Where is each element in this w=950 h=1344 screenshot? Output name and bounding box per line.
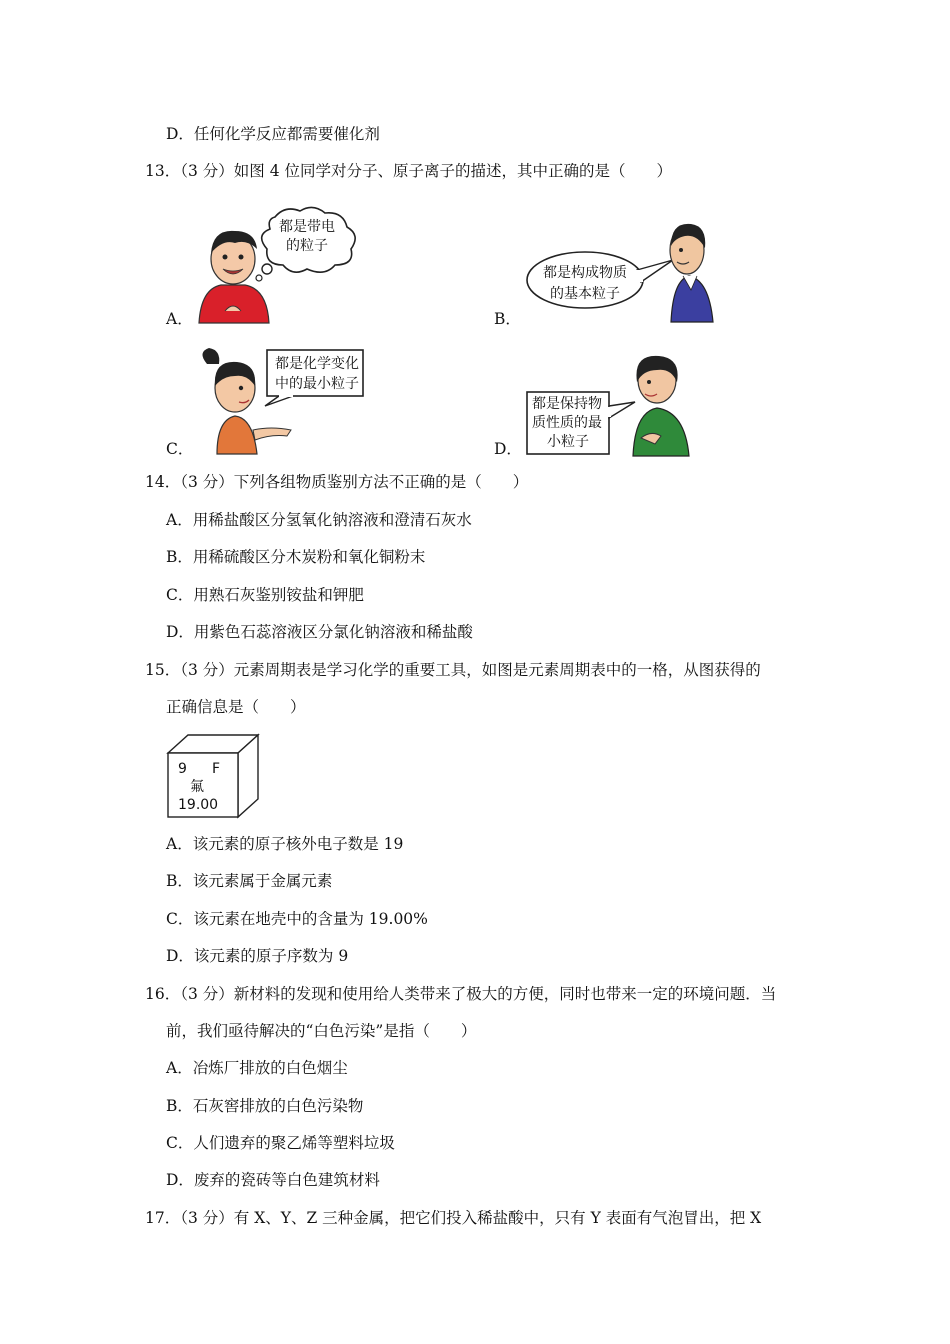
q15-element-symbol: F [212,761,221,777]
q16-option-a: A．冶炼厂排放的白色烟尘 [166,1059,348,1077]
q14-option-b: B．用稀硫酸区分木炭粉和氧化铜粉末 [166,548,426,566]
q15-option-b: B．该元素属于金属元素 [166,872,333,890]
q13-illustration-a [195,205,365,325]
q15-stem-line1: 15．（3 分）元素周期表是学习化学的重要工具，如图是元素周期表中的一格，从图获得的 [145,661,761,679]
q16-option-d: D．废弃的瓷砖等白色建筑材料 [166,1171,380,1189]
q13-a-speech-line1: 都是带电 [279,219,335,235]
q14-option-c: C．用熟石灰鉴别铵盐和钾肥 [166,586,364,604]
q13-label-a: A． [166,310,193,328]
q13-illustration-c [195,346,370,456]
q15-option-d: D．该元素的原子序数为 9 [166,947,349,965]
q13-c-speech-line1: 都是化学变化 [275,356,359,372]
q15-element-number: 9 [178,761,187,777]
q13-b-speech-line2: 的基本粒子 [550,286,620,302]
q13-label-c: C． [166,440,194,458]
q13-illustration-d [525,350,705,458]
q15-element-cell [166,733,262,819]
q13-stem: 13．（3 分）如图 4 位同学对分子、原子离子的描述，其中正确的是（ ） [145,162,672,180]
q14-option-a: A．用稀盐酸区分氢氧化钠溶液和澄清石灰水 [166,511,472,529]
q15-option-a: A．该元素的原子核外电子数是 19 [166,835,404,853]
q13-d-speech-line1: 都是保持物 [532,396,602,412]
q13-d-speech-line2: 质性质的最 [532,415,602,431]
q15-option-c: C．该元素在地壳中的含量为 19.00% [166,910,428,928]
q13-a-speech-line2: 的粒子 [286,238,328,254]
q13-c-speech-line2: 中的最小粒子 [275,376,359,392]
q16-option-c: C．人们遗弃的聚乙烯等塑料垃圾 [166,1134,395,1152]
q15-element-name: 氟 [190,779,204,795]
q13-d-speech-line3: 小粒子 [547,434,589,450]
q16-stem-line2: 前，我们亟待解决的“白色污染”是指（ ） [166,1022,477,1040]
q15-stem-line2: 正确信息是（ ） [166,698,306,716]
q14-stem: 14．（3 分）下列各组物质鉴别方法不正确的是（ ） [145,473,529,491]
q13-illustration-b [525,218,720,323]
q16-option-b: B．石灰窖排放的白色污染物 [166,1097,364,1115]
q16-stem-line1: 16．（3 分）新材料的发现和使用给人类带来了极大的方便，同时也带来一定的环境问题．当 [145,985,777,1003]
q13-label-d: D． [494,440,522,458]
q13-label-b: B． [494,310,521,328]
q17-stem-line1: 17．（3 分）有 X、Y、Z 三种金属，把它们投入稀盐酸中，只有 Y 表面有气泡冒出，把 X [145,1209,762,1227]
q15-element-mass: 19.00 [178,797,219,813]
q14-option-d: D．用紫色石蕊溶液区分氯化钠溶液和稀盐酸 [166,623,473,641]
q12-option-d: D．任何化学反应都需要催化剂 [166,125,380,143]
q13-b-speech-line1: 都是构成物质 [543,265,627,281]
